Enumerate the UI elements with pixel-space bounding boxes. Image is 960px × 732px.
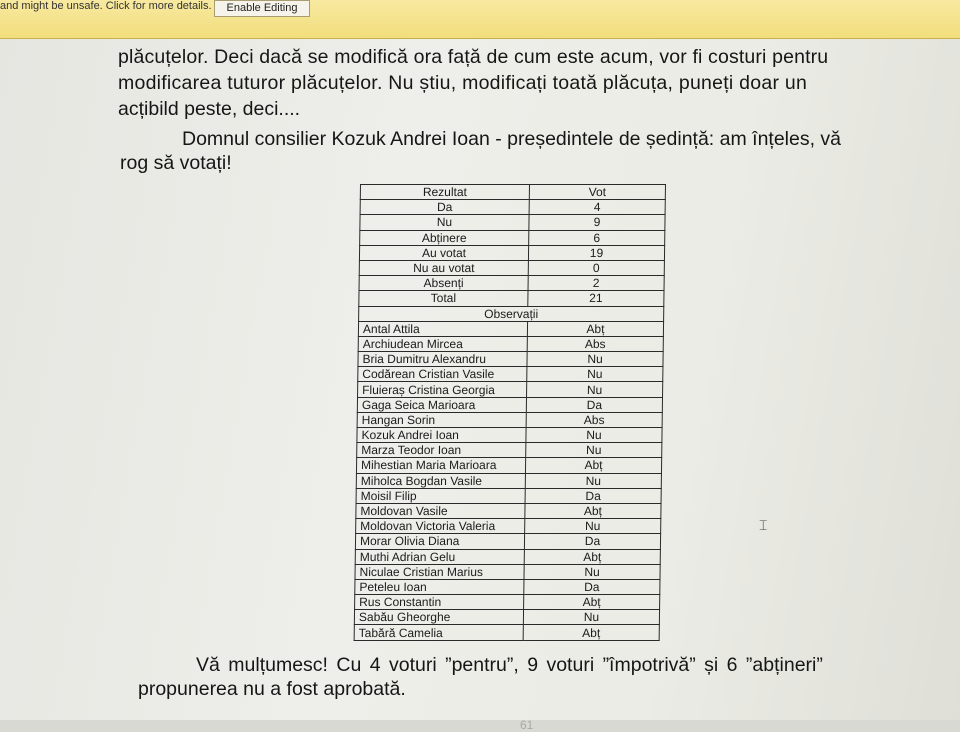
table-cell-value: Da xyxy=(524,534,660,549)
closing-line-2: propunerea nu a fost aprobată. xyxy=(138,678,406,700)
table-cell-value: Abț xyxy=(524,595,660,610)
table-cell-label: Miholca Bogdan Vasile xyxy=(356,473,525,488)
closing-line-1: Vă mulțumesc! Cu 4 voturi ”pentru”, 9 voturi ”împotrivă” și 6 ”abțineri” xyxy=(196,654,823,676)
table-cell-label: Codărean Cristian Vasile xyxy=(358,367,527,382)
table-cell-value: 19 xyxy=(528,245,664,260)
summary-row xyxy=(359,260,664,275)
table-cell-label: Peteleu Ioan xyxy=(355,579,524,594)
table-cell-label: Au votat xyxy=(359,245,528,260)
doc-line-3: acțibild peste, deci.... xyxy=(118,98,301,120)
table-cell-label: Rus Constantin xyxy=(355,595,524,610)
summary-row xyxy=(359,291,664,306)
table-cell-value: Abs xyxy=(526,412,662,427)
member-vote-row xyxy=(356,503,661,518)
table-cell-value: 2 xyxy=(528,276,664,291)
table-cell-value: 4 xyxy=(529,200,665,215)
table-cell-label: Nu xyxy=(360,215,529,230)
table-cell-value: Nu xyxy=(525,519,661,534)
table-cell-value: Da xyxy=(526,397,662,412)
member-vote-row xyxy=(358,382,663,397)
table-cell-value: Abț xyxy=(524,549,660,564)
member-vote-row xyxy=(357,397,662,412)
text-cursor-icon: ⌶ xyxy=(759,517,768,533)
member-vote-row xyxy=(358,321,663,336)
member-vote-row xyxy=(358,367,663,382)
table-cell-label: Da xyxy=(360,200,529,215)
table-cell-label: Marza Teodor Ioan xyxy=(357,443,526,458)
member-vote-row xyxy=(356,473,661,488)
table-cell-label: Bria Dumitru Alexandru xyxy=(358,352,527,367)
table-cell-label: Sabău Gheorghe xyxy=(354,610,523,625)
table-cell-label: Abținere xyxy=(360,230,529,245)
table-cell-label: Muthi Adrian Gelu xyxy=(355,549,524,564)
table-cell-label: Moldovan Victoria Valeria xyxy=(356,519,525,534)
protected-view-message: and might be unsafe. Click for more details. xyxy=(0,0,212,12)
table-cell-label: Gaga Seica Marioara xyxy=(357,397,526,412)
member-vote-row xyxy=(355,534,660,549)
table-cell-label: Tabără Camelia xyxy=(354,625,523,640)
summary-row xyxy=(360,215,665,230)
table-cell-label: Mihestian Maria Marioara xyxy=(356,458,525,473)
member-vote-row xyxy=(357,443,662,458)
member-vote-row xyxy=(354,625,659,640)
table-cell-value: Nu xyxy=(525,473,661,488)
doc-line-4: Domnul consilier Kozuk Andrei Ioan - președintele de ședință: am înțeles, vă xyxy=(182,128,842,150)
member-vote-row xyxy=(354,610,659,625)
table-cell-value: Nu xyxy=(527,352,663,367)
table-cell-label: Absenți xyxy=(359,276,528,291)
table-cell-label: Niculae Cristian Marius xyxy=(355,564,524,579)
summary-row xyxy=(359,276,664,291)
table-cell-value: 21 xyxy=(528,291,664,306)
member-vote-row xyxy=(356,519,661,534)
member-vote-row xyxy=(355,549,660,564)
table-cell-label: Moldovan Vasile xyxy=(356,503,525,518)
table-cell-value: Abț xyxy=(527,321,663,336)
table-cell-value: 9 xyxy=(529,215,665,230)
table-header-row xyxy=(360,185,665,200)
member-vote-row xyxy=(356,458,661,473)
table-cell-value: Da xyxy=(524,579,660,594)
table-cell-label: Nu au votat xyxy=(359,260,528,275)
observations-row xyxy=(359,306,664,321)
table-cell-label: Morar Olivia Diana xyxy=(355,534,524,549)
table-cell-value: Abț xyxy=(525,458,661,473)
table-cell-value: 0 xyxy=(528,260,664,275)
member-vote-row xyxy=(357,412,662,427)
member-vote-row xyxy=(355,595,660,610)
table-cell-label: Antal Attila xyxy=(358,321,527,336)
member-vote-row xyxy=(358,336,663,351)
table-cell-value: Nu xyxy=(524,564,660,579)
protected-view-bar xyxy=(0,0,960,39)
doc-line-2: modificarea tuturor plăcuțelor. Nu știu, modificați toată plăcuța, puneți doar un xyxy=(118,72,808,94)
table-cell-value: Nu xyxy=(523,610,659,625)
table-cell-value: Vot xyxy=(529,185,665,200)
doc-line-5: rog să votați! xyxy=(120,152,232,174)
table-cell-label: Moisil Filip xyxy=(356,488,525,503)
doc-line-1: plăcuțelor. Deci dacă se modifică ora față de cum este acum, vor fi costuri pentru xyxy=(118,46,829,68)
table-cell-label: Total xyxy=(359,291,528,306)
table-cell-value: Da xyxy=(525,488,661,503)
table-cell-label: Archiudean Mircea xyxy=(358,336,527,351)
member-vote-row xyxy=(358,352,663,367)
table-cell-label: Hangan Sorin xyxy=(357,412,526,427)
table-cell-value: Abț xyxy=(523,625,659,640)
table-cell-label: Kozuk Andrei Ioan xyxy=(357,428,526,443)
document-page xyxy=(0,14,960,732)
table-cell-value: Nu xyxy=(527,382,663,397)
table-cell-value: Abs xyxy=(527,336,663,351)
summary-row xyxy=(360,230,665,245)
table-cell-value: Nu xyxy=(526,428,662,443)
table-cell-value: Abț xyxy=(525,503,661,518)
table-cell-value: Nu xyxy=(526,443,662,458)
table-cell-value: Nu xyxy=(527,367,663,382)
member-vote-row xyxy=(357,428,662,443)
summary-row xyxy=(359,245,664,260)
member-vote-row xyxy=(356,488,661,503)
page-number: 61 xyxy=(520,718,534,732)
vote-table xyxy=(354,184,666,641)
enable-editing-button[interactable]: Enable Editing xyxy=(214,0,310,17)
summary-row xyxy=(360,200,665,215)
table-cell-label: Fluieraș Cristina Georgia xyxy=(358,382,527,397)
observations-label: Observații xyxy=(359,306,664,321)
member-vote-row xyxy=(355,579,660,594)
member-vote-row xyxy=(355,564,660,579)
table-cell-value: 6 xyxy=(529,230,665,245)
table-cell-label: Rezultat xyxy=(360,185,529,200)
